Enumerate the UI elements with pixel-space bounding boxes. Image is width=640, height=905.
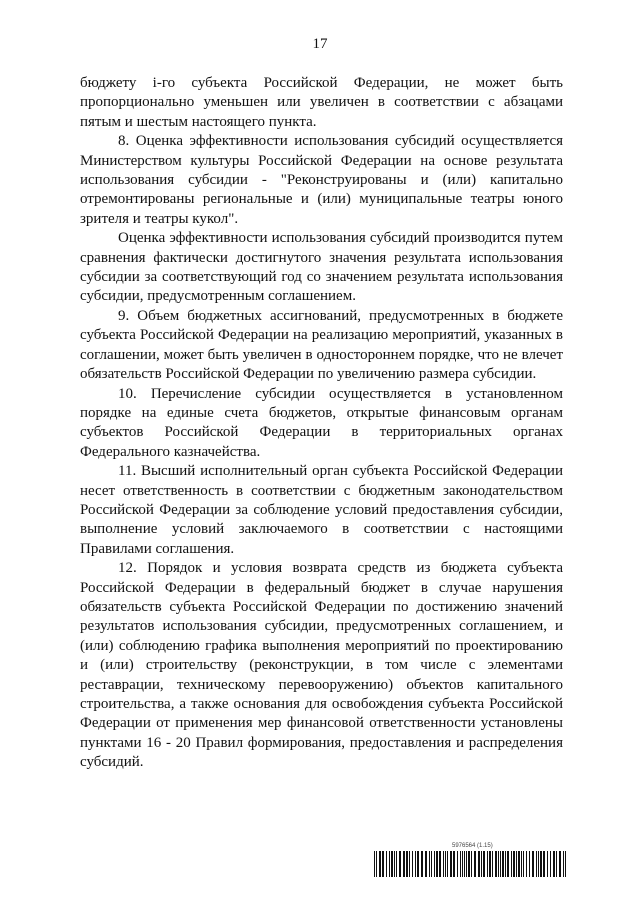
paragraph-12: 12. Порядок и условия возврата средств из бюджета субъекта Российской Федерации в федеральный бюджет в случае нарушения обязательств субъекта Российской Федерации по достижению значений результатов использования субсидии, предусмотренных соглашением, и (или) соблюдению графика выполнения мероприятий по проектированию и (или) строительству (реконструкции, в том числе с элементами реставрации, техническому перевооружению) объектов капитального строительства, а также основания для освобождения субъекта Российской Федерации от применения мер финансовой ответственности установлены пунктами 16 - 20 Правил формирования, предоставления и распределения субсидий. bbox=[80, 560, 563, 771]
paragraph-10: 10. Перечисление субсидии осуществляется в установленном порядке на единые счета бюджетов, открытые финансовым органам субъектов Российской Федерации в территориальных органах Федерального казначейства. bbox=[80, 385, 563, 460]
paragraph-11: 11. Высший исполнительный орган субъекта Российской Федерации несет ответственность в соответствии с бюджетным законодательством Российской Федерации за соблюдение условий предоставления субсидии, выполнение условий заключаемого в соответствии с настоящими Правилами соглашения. bbox=[80, 463, 563, 557]
page-number: 17 bbox=[312, 36, 328, 52]
document-code: 5976564 (1.15) bbox=[452, 843, 493, 849]
paragraph-8: 8. Оценка эффективности использования субсидий осуществляется Министерством культуры Российской Федерации на основе результата использования субсидии - "Реконструированы и (или) капитально отремонтированы региональные и (или) муниципальные театры юного зрителя и театры кукол". bbox=[80, 133, 563, 227]
barcode-image bbox=[374, 851, 566, 877]
paragraph-9: 9. Объем бюджетных ассигнований, предусмотренных в бюджете субъекта Российской Федерации на реализацию мероприятий, указанных в соглашении, может быть увеличен в одностороннем порядке, что не влечет обязательств Российской Федерации по увеличению размера субсидии. bbox=[80, 307, 563, 383]
paragraph-8-evaluation: Оценка эффективности использования субсидий производится путем сравнения фактически достигнутого значения результата использования субсидии за соответствующий год со значением результата использования субсидии, предусмотренным соглашением. bbox=[80, 230, 563, 305]
document-body bbox=[80, 74, 563, 773]
paragraph-continuation: бюджету i-го субъекта Российской Федерации, не может быть пропорционально уменьшен или увеличен в соответствии с абзацами пятым и шестым настоящего пункта. bbox=[80, 75, 563, 130]
